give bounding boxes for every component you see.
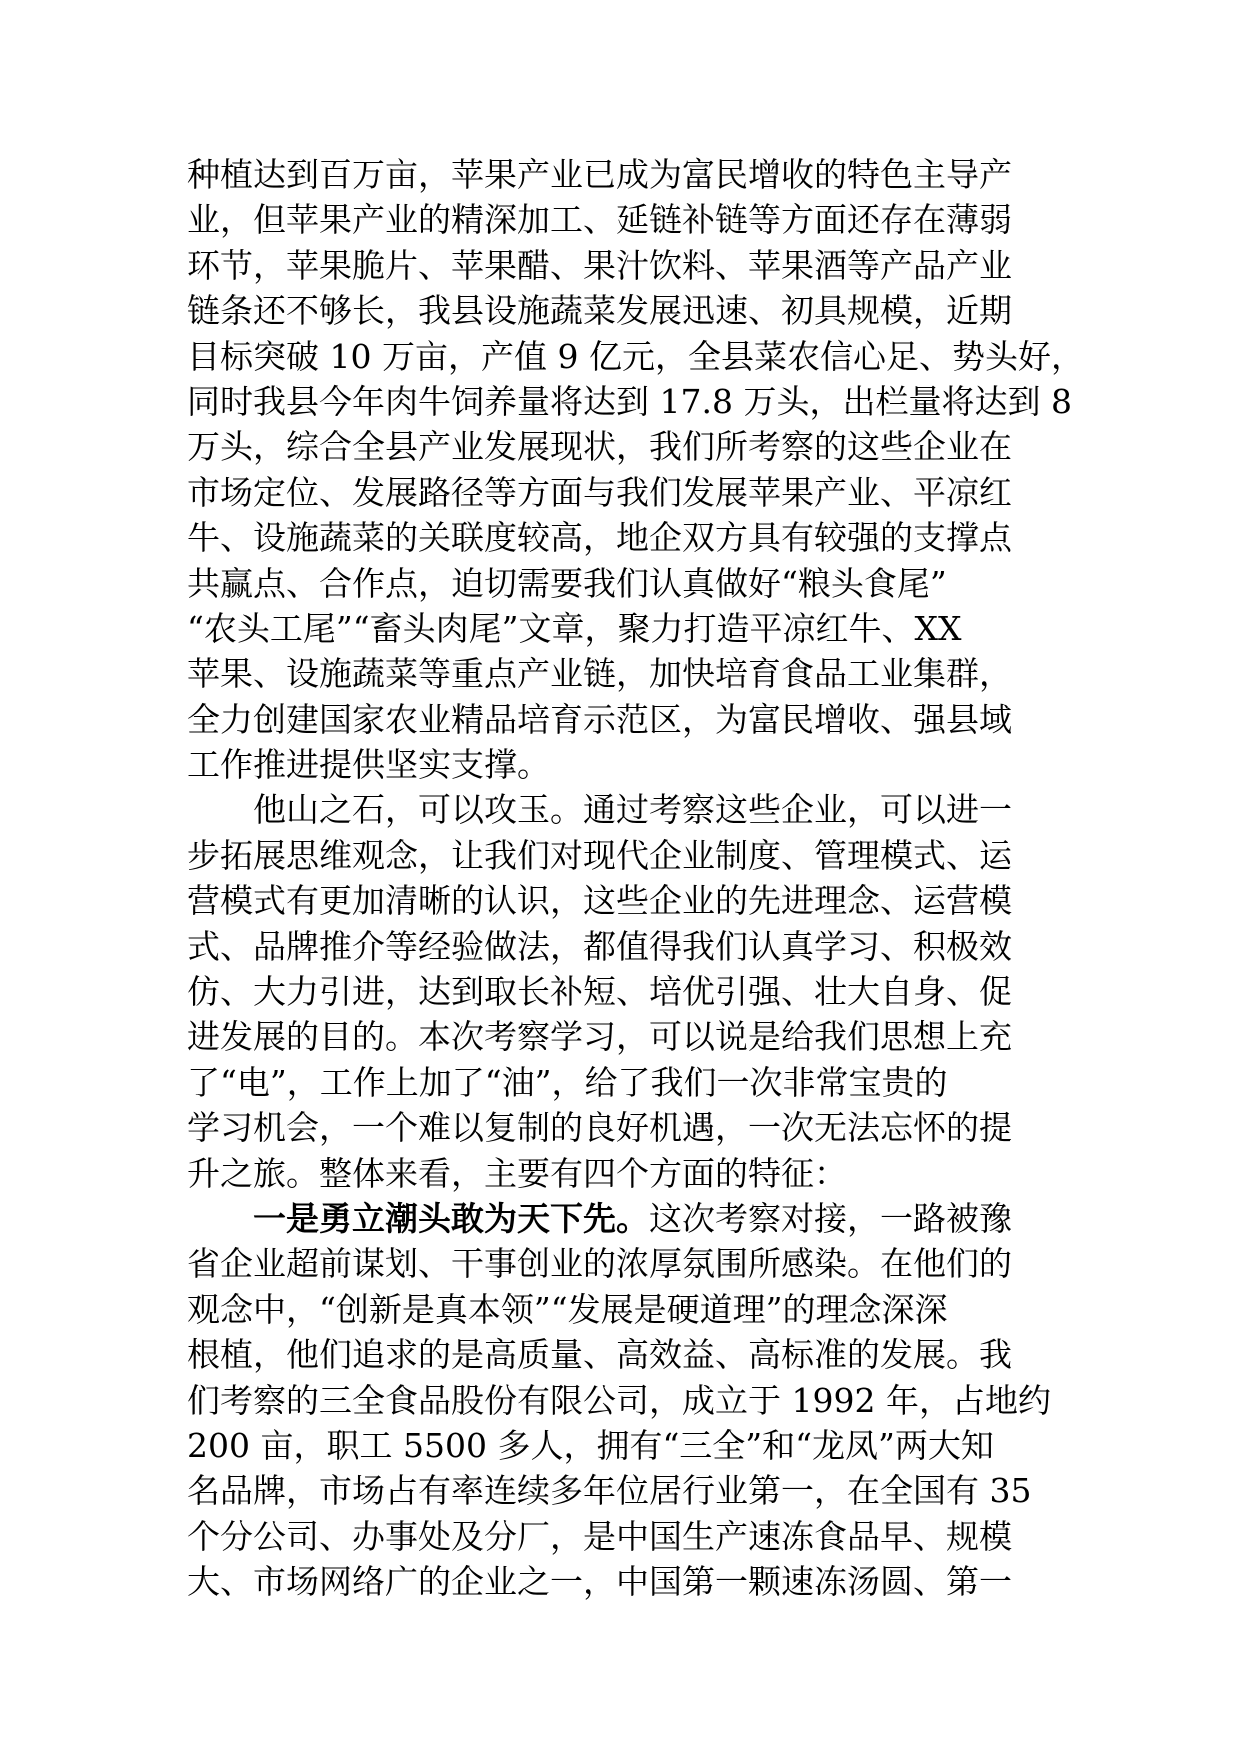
line-text: 营模式有更加清晰的认识，这些企业的先进理念、运营模 — [187, 881, 1012, 921]
line-text: 省企业超前谋划、干事创业的浓厚氛围所感染。在他们的 — [187, 1244, 1012, 1284]
line-text: 工作推进提供坚实支撑。 — [187, 745, 550, 785]
text-line-12 — [187, 651, 1067, 696]
line-text: 种植达到百万亩，苹果产业已成为富民增收的特色主导产 — [187, 155, 1012, 194]
line-text: 苹果、设施蔬菜等重点产业链，加快培育食品工业集群， — [187, 654, 1012, 694]
text-line-15 — [187, 787, 1067, 832]
text-line-18 — [187, 924, 1067, 969]
text-line-23 — [187, 1151, 1067, 1196]
text-line-17 — [187, 878, 1067, 923]
text-line-4 — [187, 288, 1067, 333]
line-text: 牛、设施蔬菜的关联度较高，地企双方具有较强的支撑点 — [187, 518, 1012, 558]
text-line-26 — [187, 1287, 1067, 1332]
text-line-27 — [187, 1332, 1067, 1377]
text-line-6 — [187, 379, 1072, 424]
line-text: 业，但苹果产业的精深加工、延链补链等方面还存在薄弱 — [187, 200, 1012, 240]
text-line-5 — [187, 334, 1084, 379]
text-line-19 — [187, 969, 1067, 1014]
text-line-7 — [187, 424, 1067, 469]
line-text: 万头，综合全县产业发展现状，我们所考察的这些企业在 — [187, 427, 1012, 467]
line-text: 们考察的三全食品股份有限公司，成立于 1992 年，占地约 — [187, 1380, 1051, 1420]
text-line-32 — [187, 1559, 1067, 1604]
line-text: 根植，他们追求的是高质量、高效益、高标准的发展。我 — [187, 1335, 1012, 1375]
line-text: 共赢点、合作点，迫切需要我们认真做好“粮头食尾” — [187, 563, 947, 603]
text-line-3 — [187, 243, 1067, 288]
line-text: 名品牌，市场占有率连续多年位居行业第一，在全国有 35 — [187, 1471, 1032, 1511]
text-line-9 — [187, 515, 1067, 560]
line-text: 升之旅。整体来看，主要有四个方面的特征： — [187, 1153, 847, 1193]
line-text: 这次考察对接，一路被豫 — [649, 1198, 1012, 1238]
text-line-16 — [187, 833, 1067, 878]
line-text: 学习机会，一个难以复制的良好机遇，一次无法忘怀的提 — [187, 1108, 1012, 1148]
line-text: 观念中，“创新是真本领”“发展是硬道理”的理念深深 — [187, 1289, 948, 1329]
text-line-24 — [187, 1196, 1067, 1241]
line-text: 了“电”，工作上加了“油”，给了我们一次非常宝贵的 — [187, 1062, 948, 1102]
line-text: 链条还不够长，我县设施蔬菜发展迅速、初具规模，近期 — [187, 291, 1012, 331]
line-text: 个分公司、办事处及分厂，是中国生产速冻食品早、规模 — [187, 1516, 1012, 1556]
text-line-11 — [187, 606, 1067, 651]
line-text: 全力创建国家农业精品培育示范区，为富民增收、强县域 — [187, 699, 1012, 739]
text-line-14 — [187, 742, 1067, 787]
line-text: 环节，苹果脆片、苹果醋、果汁饮料、苹果酒等产品产业 — [187, 245, 1012, 285]
section-heading: 一是勇立潮头敢为天下先。 — [253, 1198, 649, 1238]
line-text: 同时我县今年肉牛饲养量将达到 17.8 万头，出栏量将达到 8 — [187, 381, 1072, 421]
text-line-30 — [187, 1468, 1067, 1513]
document-page — [187, 152, 1084, 1605]
text-line-10 — [187, 561, 1067, 606]
text-line-1 — [187, 152, 1067, 197]
line-text: “农头工尾”“畜头肉尾”文章，聚力打造平凉红牛、XX — [187, 608, 962, 648]
text-line-31 — [187, 1514, 1067, 1559]
text-line-13 — [187, 697, 1067, 742]
line-text: 目标突破 10 万亩，产值 9 亿元，全县菜农信心足、势头好， — [187, 336, 1084, 376]
line-text: 大、市场网络广的企业之一，中国第一颗速冻汤圆、第一 — [187, 1562, 1012, 1602]
line-text: 进发展的目的。本次考察学习，可以说是给我们思想上充 — [187, 1017, 1012, 1057]
line-text: 他山之石，可以攻玉。通过考察这些企业，可以进一 — [253, 790, 1012, 830]
line-text: 市场定位、发展路径等方面与我们发展苹果产业、平凉红 — [187, 472, 1012, 512]
text-line-21 — [187, 1060, 1067, 1105]
text-line-20 — [187, 1014, 1067, 1059]
line-text: 200 亩，职工 5500 多人，拥有“三全”和“龙凤”两大知 — [187, 1425, 994, 1465]
line-text: 式、品牌推介等经验做法，都值得我们认真学习、积极效 — [187, 926, 1012, 966]
line-text: 步拓展思维观念，让我们对现代企业制度、管理模式、运 — [187, 835, 1012, 875]
text-line-22 — [187, 1105, 1067, 1150]
text-line-2 — [187, 197, 1067, 242]
line-text: 仿、大力引进，达到取长补短、培优引强、壮大自身、促 — [187, 972, 1012, 1012]
text-line-28 — [187, 1378, 1067, 1423]
text-line-25 — [187, 1241, 1067, 1286]
text-line-8 — [187, 470, 1067, 515]
text-line-29 — [187, 1423, 1067, 1468]
